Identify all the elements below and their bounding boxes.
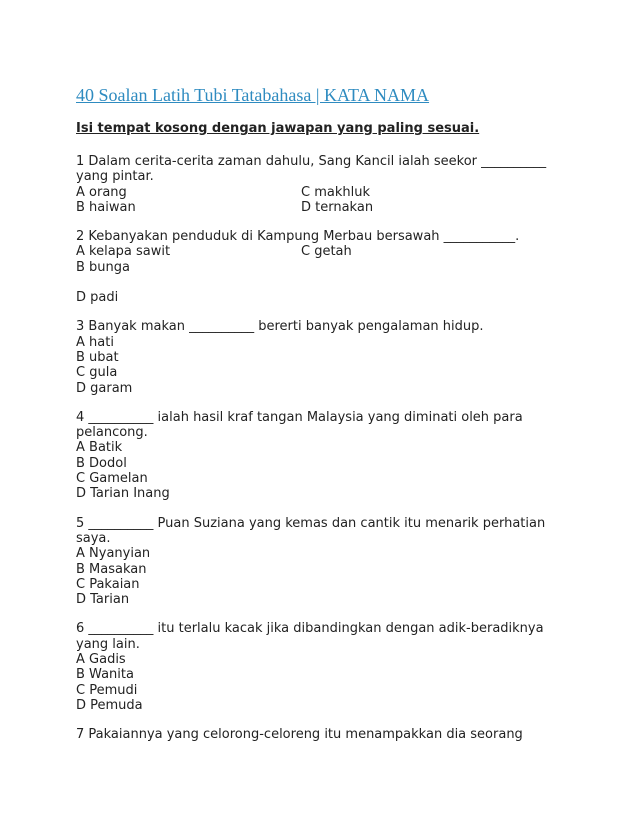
question-text: 5 __________ Puan Suziana yang kemas dan cantik itu menarik perhatian xyxy=(76,515,546,531)
option-c: C Gamelan xyxy=(76,471,148,487)
question-text: yang pintar. xyxy=(76,169,154,185)
option-c: C Pakaian xyxy=(76,576,140,592)
option-d: D Pemuda xyxy=(76,697,143,713)
option-a: A Gadis xyxy=(76,652,126,668)
question-text: 2 Kebanyakan penduduk di Kampung Merbau bersawah ___________. xyxy=(76,229,520,245)
question-text: 7 Pakaiannya yang celorong-celoreng itu menampakkan dia seorang xyxy=(76,727,523,743)
question-text: 6 __________ itu terlalu kacak jika dibandingkan dengan adik-beradiknya xyxy=(76,621,544,637)
option-d: D Tarian Inang xyxy=(76,486,170,502)
option-d: D padi xyxy=(76,290,119,306)
options-grid xyxy=(76,244,576,275)
option-empty xyxy=(301,260,576,275)
option-a: A Nyanyian xyxy=(76,546,151,562)
option-b: B Wanita xyxy=(76,667,134,683)
option-a: A Batik xyxy=(76,440,123,456)
option-c: C Pemudi xyxy=(76,682,138,698)
question-text: yang lain. xyxy=(76,636,140,652)
document-title[interactable]: 40 Soalan Latih Tubi Tatabahasa | KATA NAMA xyxy=(76,85,430,105)
option-a: A hati xyxy=(76,334,114,350)
option-c: C getah xyxy=(301,244,352,260)
question-4 xyxy=(76,410,576,502)
question-text: 1 Dalam cerita-cerita zaman dahulu, Sang Kancil ialah seekor __________ xyxy=(76,154,547,169)
question-1 xyxy=(76,154,576,215)
question-6 xyxy=(76,621,576,713)
option-b: B bunga xyxy=(76,259,130,275)
option-c: C gula xyxy=(76,365,118,381)
question-7 xyxy=(76,727,576,742)
question-2 xyxy=(76,229,576,305)
option-a: A orang xyxy=(76,184,127,200)
options-grid xyxy=(76,185,576,216)
option-d: D ternakan xyxy=(301,199,374,215)
question-5 xyxy=(76,516,576,608)
option-c: C makhluk xyxy=(301,184,370,200)
question-text: saya. xyxy=(76,530,111,546)
question-3 xyxy=(76,319,576,395)
option-d: D Tarian xyxy=(76,592,130,608)
option-d: D garam xyxy=(76,380,133,396)
option-b: B ubat xyxy=(76,349,119,365)
document-page xyxy=(76,84,576,757)
option-b: B Dodol xyxy=(76,455,127,471)
option-b: B Masakan xyxy=(76,561,147,577)
question-text: 3 Banyak makan __________ bererti banyak pengalaman hidup. xyxy=(76,319,484,335)
option-a: A kelapa sawit xyxy=(76,244,171,260)
question-text: pelancong. xyxy=(76,425,148,441)
instruction-text: Isi tempat kosong dengan jawapan yang paling sesuai. xyxy=(76,121,480,136)
option-b: B haiwan xyxy=(76,199,136,215)
question-text: 4 __________ ialah hasil kraf tangan Malaysia yang diminati oleh para xyxy=(76,409,523,425)
